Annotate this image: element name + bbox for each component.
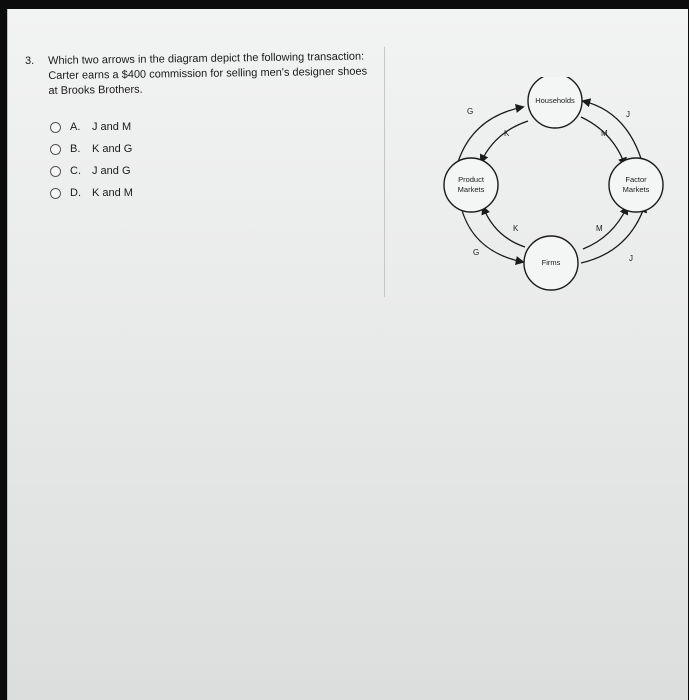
- option-a[interactable]: [50, 116, 133, 138]
- option-b[interactable]: [50, 138, 133, 160]
- radio-button-a[interactable]: [50, 122, 61, 133]
- option-letter: C.: [70, 165, 81, 177]
- label-j-bottom: J: [629, 254, 633, 263]
- arrow-j-bottom: [581, 205, 645, 263]
- arrow-k-bottom: [483, 207, 525, 247]
- svg-text:Households: Households: [535, 96, 575, 105]
- label-g-top: G: [467, 107, 474, 116]
- option-letter: D.: [70, 187, 81, 199]
- circular-flow-diagram: [433, 77, 673, 292]
- svg-text:Factor: Factor: [625, 175, 647, 184]
- node-product-markets: [444, 158, 498, 212]
- arrow-k-top: [481, 121, 528, 162]
- option-label: J and G: [92, 165, 131, 177]
- svg-text:Firms: Firms: [541, 258, 561, 267]
- label-j-top: J: [626, 110, 630, 119]
- option-label: J and M: [92, 121, 132, 133]
- label-m-bottom: M: [596, 224, 603, 233]
- label-m-top: M: [601, 129, 608, 138]
- option-label: K and G: [92, 143, 133, 155]
- arrow-g-bottom: [461, 207, 523, 262]
- radio-button-b[interactable]: [50, 144, 61, 155]
- question-number: 3.: [25, 55, 35, 67]
- radio-button-d[interactable]: [50, 188, 61, 199]
- question-page: [7, 9, 688, 700]
- svg-text:Markets: Markets: [457, 185, 485, 194]
- option-label: K and M: [92, 187, 133, 199]
- column-divider: [384, 47, 385, 297]
- svg-text:Markets: Markets: [622, 185, 650, 194]
- label-k-bottom: K: [513, 224, 519, 233]
- option-d[interactable]: [50, 182, 133, 204]
- option-letter: A.: [70, 121, 81, 133]
- label-k-top: K: [504, 129, 510, 138]
- arrow-j-top: [583, 101, 643, 165]
- option-c[interactable]: [50, 160, 133, 182]
- option-letter: B.: [70, 143, 81, 155]
- svg-text:Product: Product: [458, 175, 484, 184]
- question-text: Which two arrows in the diagram depict the following transaction: Carter earns a $400 commission for selling men's designer shoes at Brooks Brothers.: [48, 50, 368, 97]
- answer-options: [50, 116, 133, 204]
- label-g-bottom: G: [473, 248, 480, 257]
- arrow-m-top: [581, 117, 625, 165]
- node-households: [528, 77, 582, 128]
- node-firms: [524, 236, 578, 290]
- radio-button-c[interactable]: [50, 166, 61, 177]
- node-factor-markets: [609, 158, 663, 212]
